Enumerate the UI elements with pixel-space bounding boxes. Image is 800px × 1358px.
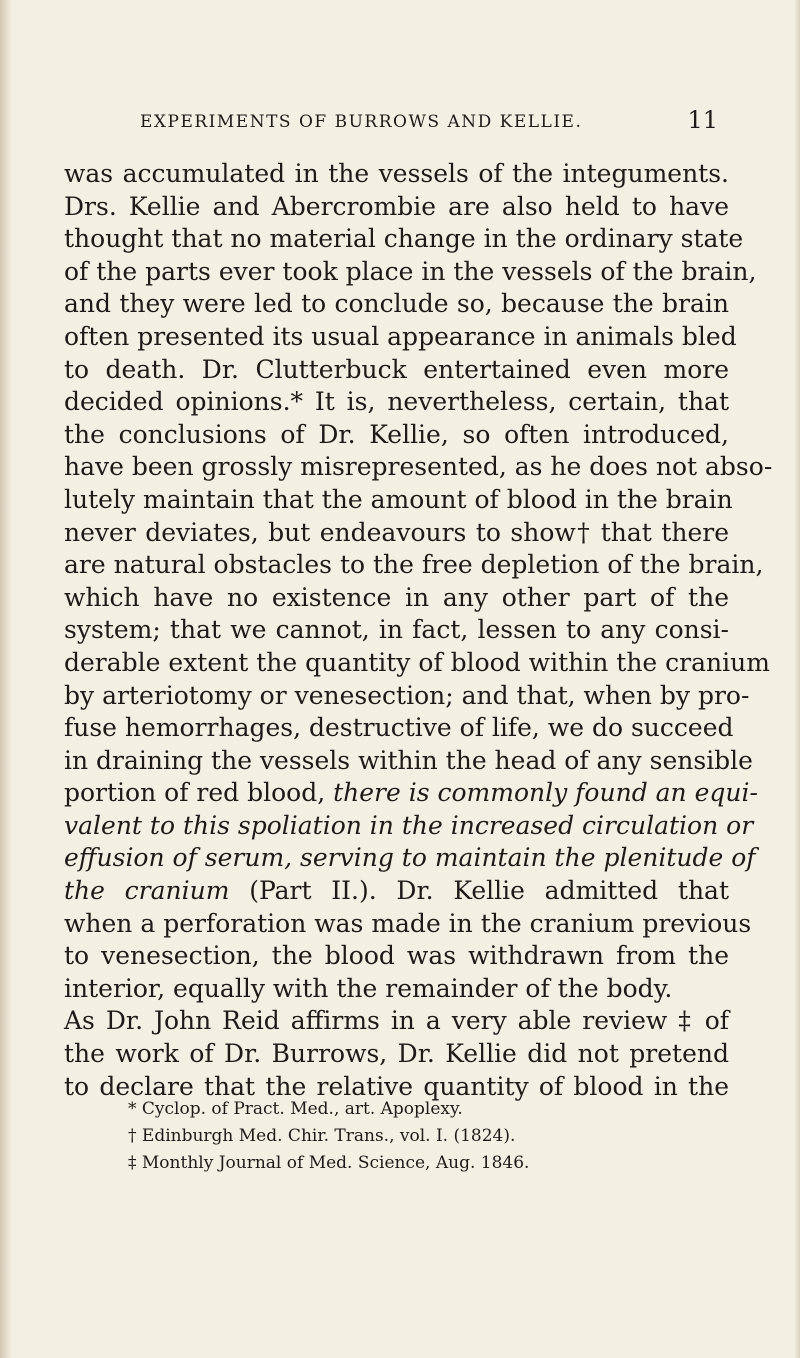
text-line <box>64 1038 729 1071</box>
text-segment: to venesection, the blood was withdrawn from the <box>64 941 729 971</box>
italic-segment: valent to this spoliation in the increased circulation or <box>64 810 754 840</box>
text-segment: and they were led to conclude so, because the brain <box>64 289 729 319</box>
text-segment: when a perforation was made in the cranium previous <box>64 908 752 938</box>
italic-segment: there is commonly found an equi- <box>333 778 758 808</box>
text-line <box>64 386 729 419</box>
text-line <box>64 419 729 452</box>
text-line <box>64 745 753 778</box>
body-text <box>64 158 773 1103</box>
page-gutter-shadow <box>0 0 12 1358</box>
footnote: * Cyclop. of Pract. Med., art. Apoplexy. <box>128 1099 463 1119</box>
footnote: ‡ Monthly Journal of Med. Science, Aug. 1846. <box>128 1153 530 1173</box>
text-segment: to declare that the relative quantity of blood in the <box>64 1071 729 1101</box>
text-line <box>64 484 733 517</box>
text-segment: which have no existence in any other part of the <box>64 582 729 612</box>
text-segment: derable extent the quantity of blood within the cranium <box>64 647 770 677</box>
text-line <box>64 223 744 256</box>
text-line <box>64 517 729 550</box>
text-line <box>64 321 737 354</box>
text-line <box>64 256 757 289</box>
text-segment: system; that we cannot, in fact, lessen to any consi- <box>64 615 729 645</box>
text-segment: fuse hemorrhages, destructive of life, we do succeed <box>64 713 734 743</box>
text-line <box>64 288 729 321</box>
page-number: 11 <box>687 106 718 134</box>
text-segment: thought that no material change in the ordinary state <box>64 224 744 254</box>
text-line <box>64 614 729 647</box>
text-segment: never deviates, but endeavours to show† that there <box>64 517 729 547</box>
text-line <box>64 354 729 387</box>
text-segment: to death. Dr. Clutterbuck entertained even more <box>64 354 729 384</box>
text-segment: of the parts ever took place in the vessels of the brain, <box>64 256 757 286</box>
text-segment: decided opinions.* It is, nevertheless, certain, that <box>64 387 729 417</box>
text-line <box>64 908 752 941</box>
text-line <box>64 940 729 973</box>
italic-segment: effusion of serum, serving to maintain the plenitude of <box>64 843 756 873</box>
text-segment: the work of Dr. Burrows, Dr. Kellie did not pretend <box>64 1039 729 1069</box>
text-segment: portion of red blood, <box>64 778 334 808</box>
text-line <box>64 842 756 875</box>
italic-segment: the cranium <box>64 876 230 906</box>
footnotes <box>128 1096 728 1177</box>
text-line <box>64 973 729 1006</box>
text-line <box>64 158 729 191</box>
text-line <box>64 680 750 713</box>
running-head: EXPERIMENTS OF BURROWS AND KELLIE. <box>140 112 583 132</box>
text-segment: often presented its usual appearance in animals bled <box>64 321 737 351</box>
text-line <box>64 810 754 843</box>
page-edge-shadow <box>794 0 800 1358</box>
text-line <box>64 712 734 745</box>
footnote: † Edinburgh Med. Chir. Trans., vol. I. (1824). <box>128 1126 516 1146</box>
text-line <box>64 549 764 582</box>
text-segment: by arteriotomy or venesection; and that, when by pro- <box>64 680 750 710</box>
text-line <box>64 777 758 810</box>
text-line <box>64 875 729 908</box>
text-segment: (Part II.). Dr. Kellie admitted that <box>229 876 730 906</box>
text-segment: the conclusions of Dr. Kellie, so often introduced, <box>64 419 729 449</box>
text-line <box>64 1005 729 1038</box>
text-segment: was accumulated in the vessels of the integuments. <box>64 159 729 188</box>
text-line <box>64 647 770 680</box>
text-line <box>64 191 729 224</box>
text-line <box>64 582 729 615</box>
text-segment: are natural obstacles to the free depletion of the brain, <box>64 550 764 580</box>
text-line <box>64 451 773 484</box>
text-segment: interior, equally with the remainder of the body. <box>64 973 673 1003</box>
text-segment: in draining the vessels within the head of any sensible <box>64 745 753 775</box>
text-segment: lutely maintain that the amount of blood in the brain <box>64 484 733 514</box>
text-segment: Drs. Kellie and Abercrombie are also held to have <box>64 191 729 221</box>
text-segment: have been grossly misrepresented, as he does not abso- <box>64 452 773 482</box>
text-segment: As Dr. John Reid affirms in a very able review ‡ of <box>64 1006 729 1036</box>
